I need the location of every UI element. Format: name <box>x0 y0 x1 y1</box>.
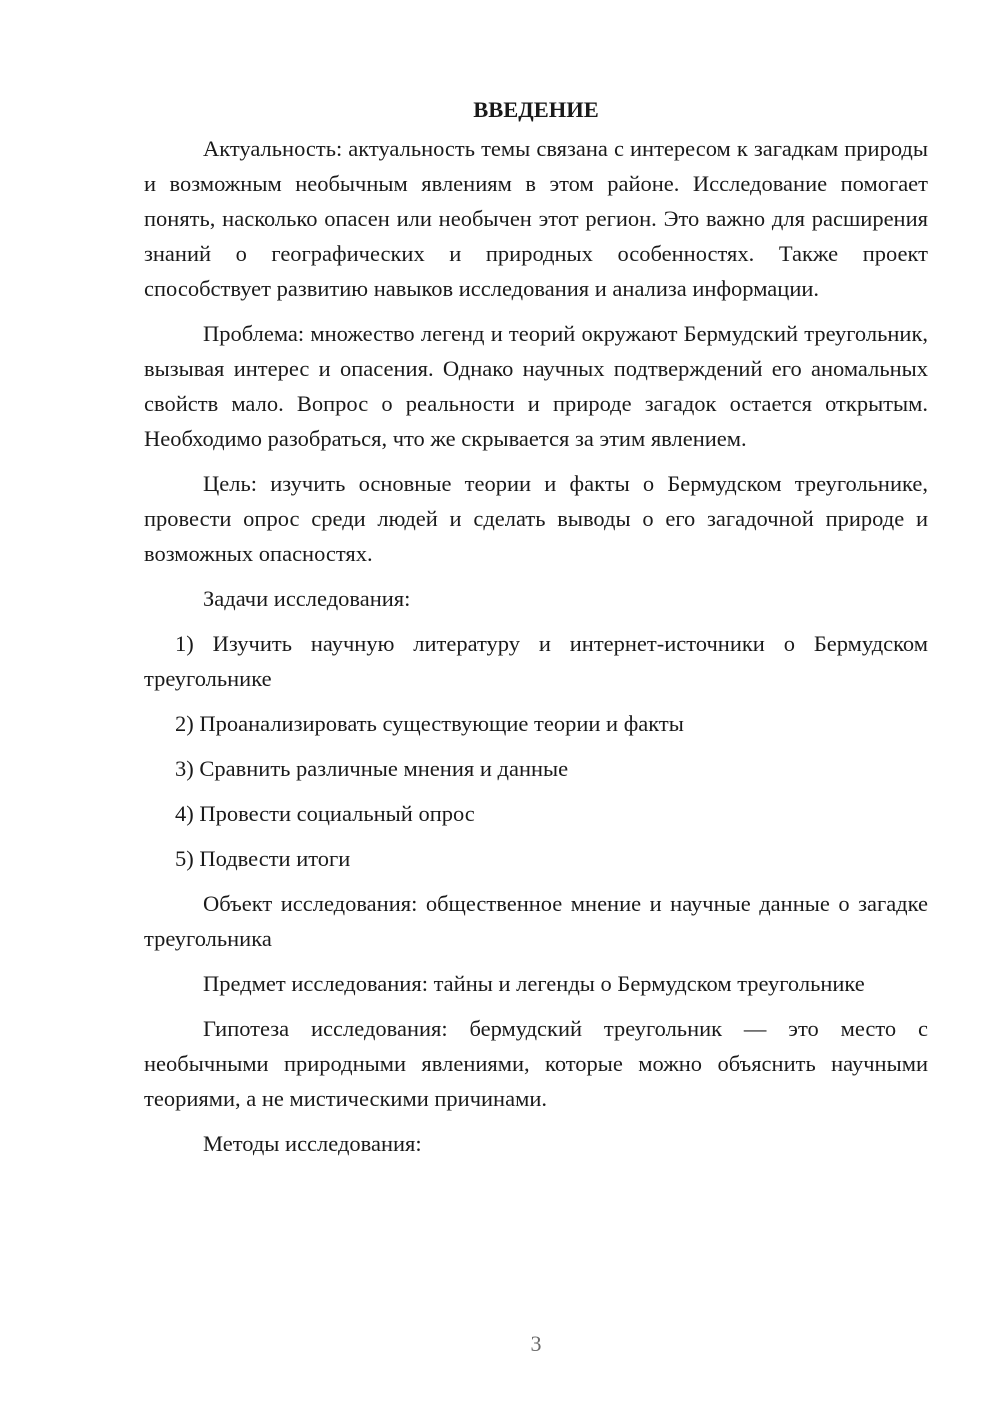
task-item: 2) Проанализировать существующие теории и факты <box>175 711 684 736</box>
problem-paragraph: Проблема: множество легенд и теорий окружают Бермудский треугольник, вызывая интерес и опасения. Однако научных подтверждений его аномальных свойств мало. Вопрос о реальности и природе загадок остается открытым. Необходимо разобраться, что же скрывается за этим явлением. <box>144 321 928 451</box>
goal-paragraph: Цель: изучить основные теории и факты о Бермудском треугольнике, провести опрос среди людей и сделать выводы о его загадочной природе и возможных опасностях. <box>144 471 928 566</box>
tasks-heading: Задачи исследования: <box>203 586 411 611</box>
subject-paragraph: Предмет исследования: тайны и легенды о Бермудском треугольнике <box>203 971 865 996</box>
methods-heading: Методы исследования: <box>203 1131 422 1156</box>
object-paragraph: Объект исследования: общественное мнение и научные данные о загадке треугольника <box>144 891 928 951</box>
page-content <box>144 92 928 1171</box>
task-item: 1) Изучить научную литературу и интернет-источники о Бермудском треугольнике <box>144 631 928 691</box>
task-item: 3) Сравнить различные мнения и данные <box>175 756 569 781</box>
hypothesis-paragraph: Гипотеза исследования: бермудский треугольник — это место с необычными природными явлениями, которые можно объяснить научными теориями, а не мистическими причинами. <box>144 1016 928 1111</box>
relevance-paragraph: Актуальность: актуальность темы связана с интересом к загадкам природы и возможным необычным явлениям в этом районе. Исследование помогает понять, насколько опасен или необычен этот регион. Это важно для расширения знаний о географических и природных особенностях. Также проект способствует развитию навыков исследования и анализа информации. <box>144 136 928 301</box>
section-title: ВВЕДЕНИЕ <box>473 97 599 122</box>
task-item: 5) Подвести итоги <box>175 846 351 871</box>
task-item: 4) Провести социальный опрос <box>175 801 475 826</box>
page-number: 3 <box>530 1331 542 1356</box>
